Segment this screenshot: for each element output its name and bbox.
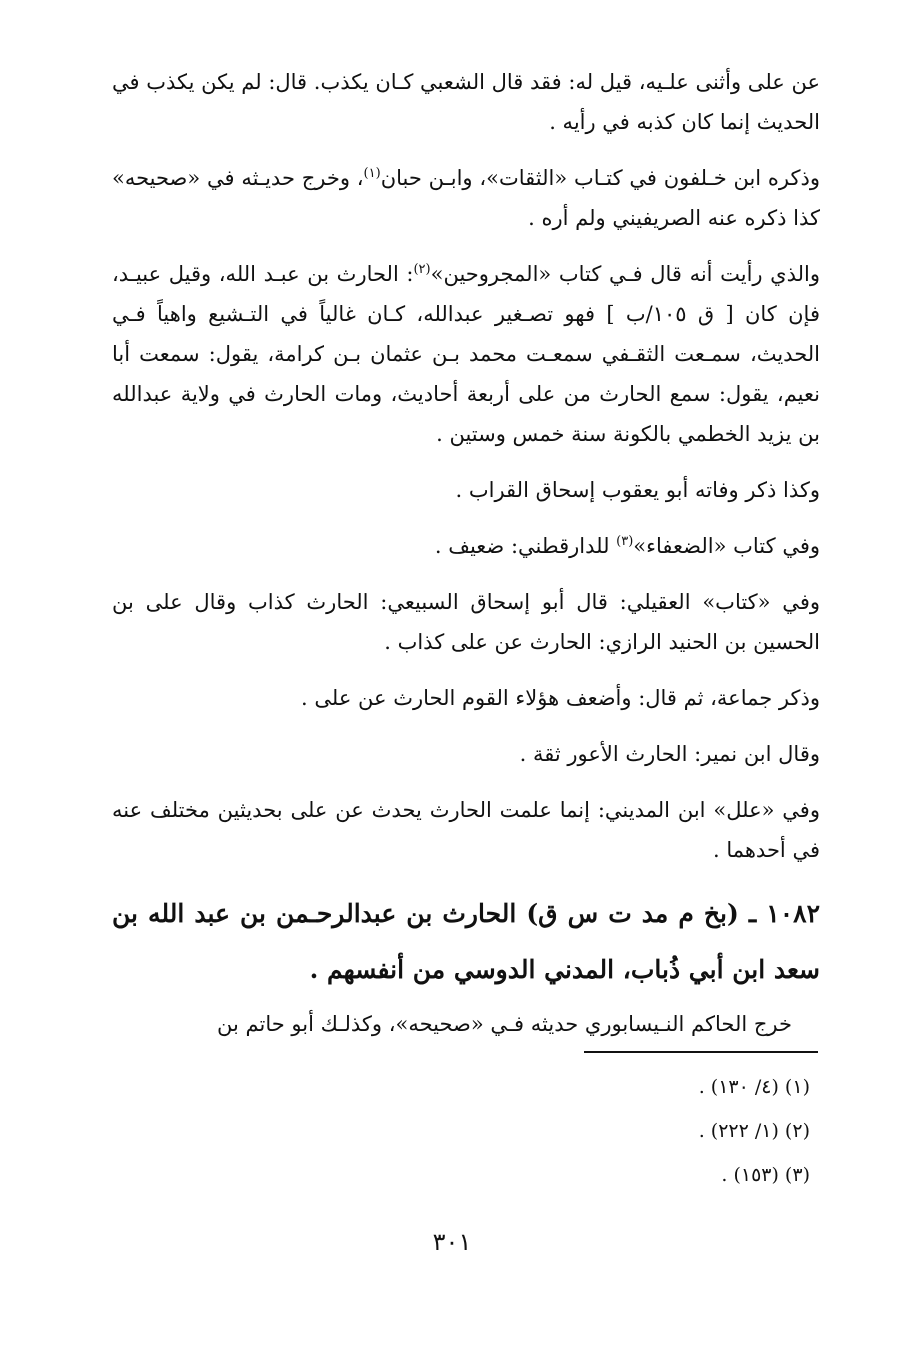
page-body [112,62,820,1060]
footnote-3: (٣) (١٥٣) . [721,1164,810,1186]
footnote-divider [584,1051,818,1053]
paragraph-text: وفي «علل» ابن المديني: إنما علمت الحارث يحدث عن على بحديثين مختلف عنه في أحدهما . [112,798,820,862]
paragraph-text: وكذا ذكر وفاته أبو يعقوب إسحاق القراب . [455,478,820,502]
footnote-ref: (٢) [413,262,431,277]
page-number: ٣٠١ [432,1228,472,1256]
paragraph-5 [112,526,820,566]
footnote-ref: (٣) [616,534,634,549]
paragraph-2 [112,158,820,238]
paragraph-text: وقال ابن نمير: الحارث الأعور ثقة . [519,742,820,766]
paragraph-6 [112,582,820,662]
paragraph-text: ، وخرج حديـثه في «صحيحه» كذا ذكره عنه الصريفيني ولم أره . [112,166,820,230]
paragraph-7 [112,678,820,718]
paragraph-4 [112,470,820,510]
paragraph-1 [112,62,820,142]
paragraph-text: وذكر جماعة، ثم قال: وأضعف هؤلاء القوم الحارث عن على . [301,686,820,710]
paragraph-text: والذي رأيت أنه قال فـي كتاب «المجروحين» [430,262,820,286]
footnote-1: (١) (٤/ ١٣٠) . [698,1076,810,1098]
paragraph-text: وفي كتاب «الضعفاء» [633,534,820,558]
footnotes [560,1065,810,1197]
paragraph-3 [112,254,820,454]
paragraph-text: عن على وأثنى علـيه، قيل له: فقد قال الشعبي كـان يكذب. قال: لم يكن يكذب في الحديث إنما كان كذبه في رأيه . [112,70,820,134]
paragraph-continued: خرج الحاكم النـيسابوري حديثه فـي «صحيحه»، وكذلـك أبو حاتم بن [217,1012,792,1036]
paragraph-text: وذكره ابن خـلفون في كتـاب «الثقات»، وابـن حبان [380,166,820,190]
footnote-2: (٢) (١/ ٢٢٢) . [698,1120,810,1142]
paragraph-text: للدارقطني: ضعيف . [434,534,617,558]
paragraph-8 [112,734,820,774]
paragraph-9 [112,790,820,870]
entry-heading: ١٠٨٢ ـ (بخ م مد ت س ق) الحارث بن عبدالرحـمن بن عبد الله بن سعد ابن أبي ذُباب، المدني الدوسي من أنفسهم . [112,899,820,984]
paragraph-text: : الحارث بن عبـد الله، وقيل عبيـد، فإن كان [ ق ١٠٥/ب ] فهو تصـغير عبدالله، كـان غالياً في التـشيع واهياً فـي الحديث، سمـعت الثقـفي سمعـت محمد بـن عثمان بـن كرامة، يقول: سمعت أبا نعيم، يقول: سمع الحارث من على أربعة أحاديث، ومات الحارث في ولاية عبدالله بن يزيد الخطمي بالكونة سنة خمس وستين . [112,262,820,446]
footnote-ref: (١) [363,166,381,181]
paragraph-text: وفي «كتاب» العقيلي: قال أبو إسحاق السبيعي: الحارث كذاب وقال على بن الحسين بن الحنيد الرازي: الحارث عن على كذاب . [112,590,820,654]
